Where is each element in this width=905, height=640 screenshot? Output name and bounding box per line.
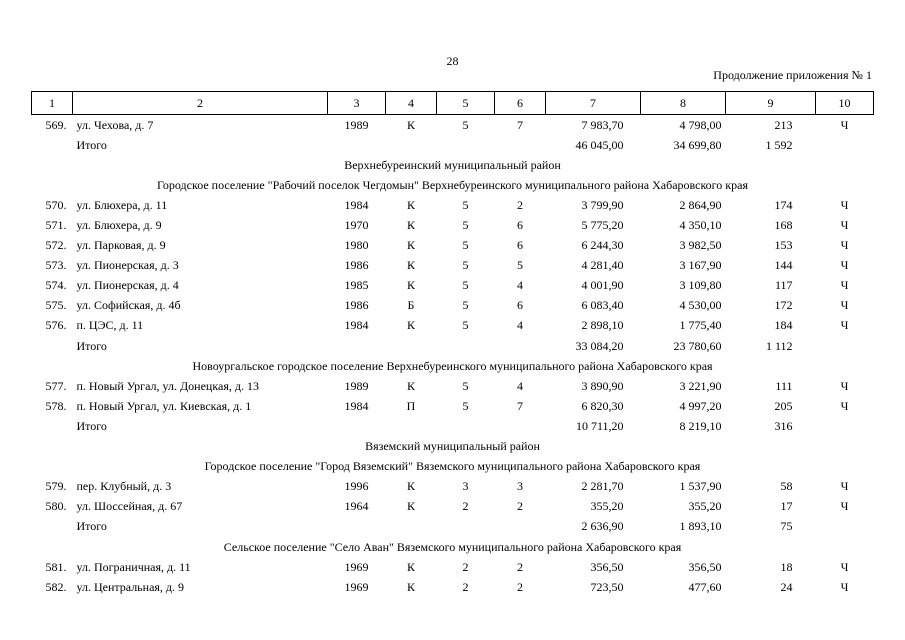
row-number: 580. (45, 499, 67, 514)
entrances: 7 (517, 398, 523, 413)
year-built: 1989 (344, 378, 369, 393)
residents: 117 (774, 278, 793, 293)
wall-material: К (406, 278, 415, 293)
wall-material: К (406, 238, 415, 253)
living-area: 1 775,40 (679, 318, 722, 333)
table-row (32, 477, 874, 497)
empty-cell (386, 416, 437, 436)
living-area: 3 109,80 (679, 278, 722, 293)
row-number: 581. (45, 559, 67, 574)
header-cell: 4 (386, 92, 437, 115)
year-built: 1984 (344, 398, 369, 413)
address: ул. Парковая, д. 9 (76, 238, 166, 253)
floors: 2 (462, 559, 469, 574)
address: п. Новый Ургал, ул. Киевская, д. 1 (76, 398, 252, 413)
floors: 3 (462, 479, 469, 494)
year-built: 1984 (344, 318, 369, 333)
category: Ч (840, 378, 849, 393)
table-row (32, 276, 874, 296)
total-area: 10 711,20 (575, 418, 624, 433)
address: п. ЦЭС, д. 11 (76, 318, 144, 333)
category: Ч (840, 559, 849, 574)
total-label: Итого (76, 137, 107, 152)
total-row (32, 135, 874, 155)
empty-cell (495, 135, 546, 155)
wall-material: К (406, 197, 415, 212)
table-row (32, 195, 874, 215)
total-area: 3 799,90 (581, 197, 624, 212)
page-number: 28 (446, 54, 459, 68)
empty-cell (816, 336, 874, 356)
residents: 111 (775, 378, 793, 393)
section-heading: Вяземский муниципальный район (365, 439, 540, 454)
total-living-area: 8 219,10 (679, 418, 722, 433)
floors: 5 (462, 238, 469, 253)
empty-cell (386, 517, 437, 537)
entrances: 2 (517, 579, 523, 594)
total-area: 5 775,20 (581, 218, 624, 233)
address: ул. Центральная, д. 9 (76, 579, 185, 594)
total-living-area: 34 699,80 (673, 137, 722, 152)
living-area: 355,20 (688, 499, 722, 514)
residents: 18 (780, 559, 793, 574)
total-row (32, 336, 874, 356)
wall-material: К (406, 218, 415, 233)
empty-cell (495, 336, 546, 356)
living-area: 356,50 (688, 559, 722, 574)
table-row (32, 376, 874, 396)
category: Ч (840, 278, 849, 293)
entrances: 2 (517, 197, 523, 212)
address: ул. Шоссейная, д. 67 (76, 499, 183, 514)
total-area: 6 244,30 (581, 238, 624, 253)
address: ул. Чехова, д. 7 (76, 117, 154, 132)
row-number: 576. (45, 318, 67, 333)
empty-cell (816, 517, 874, 537)
empty-cell (328, 517, 386, 537)
total-area: 4 281,40 (581, 258, 624, 273)
empty-cell (32, 135, 73, 155)
entrances: 4 (517, 318, 523, 333)
empty-cell (437, 135, 495, 155)
header-cell: 3 (328, 92, 386, 115)
section-heading-row (32, 457, 874, 477)
total-area: 33 084,20 (575, 338, 624, 353)
residents: 174 (774, 197, 793, 212)
floors: 2 (462, 579, 469, 594)
table-row (32, 115, 874, 136)
empty-cell (386, 336, 437, 356)
entrances: 5 (517, 258, 523, 273)
category: Ч (840, 258, 849, 273)
total-area: 6 083,40 (581, 298, 624, 313)
empty-cell (437, 416, 495, 436)
total-area: 4 001,90 (581, 278, 624, 293)
floors: 5 (462, 278, 469, 293)
row-number: 582. (45, 579, 67, 594)
empty-cell (386, 135, 437, 155)
total-area: 355,20 (590, 499, 624, 514)
header-cell: 1 (32, 92, 73, 115)
header-cell: 9 (726, 92, 816, 115)
row-number: 577. (45, 378, 67, 393)
table-row (32, 215, 874, 235)
empty-cell (437, 517, 495, 537)
living-area: 4 997,20 (679, 398, 722, 413)
row-number: 569. (45, 117, 67, 132)
category: Ч (840, 318, 849, 333)
wall-material: К (406, 499, 415, 514)
year-built: 1969 (344, 579, 369, 594)
table-row (32, 296, 874, 316)
year-built: 1969 (344, 559, 369, 574)
empty-cell (437, 336, 495, 356)
year-built: 1964 (344, 499, 369, 514)
entrances: 7 (517, 117, 523, 132)
total-living-area: 1 893,10 (679, 519, 722, 534)
entrances: 2 (517, 499, 523, 514)
category: Ч (840, 197, 849, 212)
header-cell: 7 (546, 92, 641, 115)
address: п. Новый Ургал, ул. Донецкая, д. 13 (76, 378, 259, 393)
total-residents: 316 (774, 418, 793, 433)
row-number: 575. (45, 298, 67, 313)
section-heading-row (32, 356, 874, 376)
year-built: 1984 (344, 197, 369, 212)
floors: 5 (462, 117, 469, 132)
total-label: Итого (76, 519, 107, 534)
table-row (32, 256, 874, 276)
floors: 5 (462, 318, 469, 333)
section-heading-row (32, 537, 874, 557)
total-area: 46 045,00 (575, 137, 624, 152)
section-heading-row (32, 437, 874, 457)
year-built: 1985 (344, 278, 369, 293)
continuation-note: Продолжение приложения № 1 (713, 68, 872, 82)
header-cell: 6 (495, 92, 546, 115)
entrances: 3 (517, 479, 523, 494)
wall-material: К (406, 258, 415, 273)
living-area: 3 221,90 (679, 378, 722, 393)
wall-material: К (406, 117, 415, 132)
floors: 2 (462, 499, 469, 514)
empty-cell (328, 416, 386, 436)
total-label: Итого (76, 418, 107, 433)
total-residents: 75 (780, 519, 793, 534)
wall-material: К (406, 318, 415, 333)
entrances: 6 (517, 298, 523, 313)
wall-material: К (406, 479, 415, 494)
wall-material: К (406, 378, 415, 393)
row-number: 578. (45, 398, 67, 413)
total-area: 6 820,30 (581, 398, 624, 413)
section-heading: Городское поселение "Город Вяземский" Вяземского муниципального района Хабаровского края (204, 459, 701, 474)
address: ул. Блюхера, д. 9 (76, 218, 162, 233)
residents: 168 (774, 218, 793, 233)
living-area: 3 982,50 (679, 238, 722, 253)
residents: 58 (780, 479, 793, 494)
living-area: 3 167,90 (679, 258, 722, 273)
category: Ч (840, 298, 849, 313)
wall-material: П (406, 398, 416, 413)
living-area: 2 864,90 (679, 197, 722, 212)
total-label: Итого (76, 338, 107, 353)
address: ул. Пионерская, д. 4 (76, 278, 179, 293)
total-row (32, 517, 874, 537)
empty-cell (495, 517, 546, 537)
entrances: 4 (517, 278, 523, 293)
table-row (32, 396, 874, 416)
wall-material: К (406, 559, 415, 574)
year-built: 1980 (344, 238, 369, 253)
residents: 24 (780, 579, 793, 594)
total-area: 2 636,90 (581, 519, 624, 534)
address: ул. Софийская, д. 4б (76, 298, 181, 313)
total-row (32, 416, 874, 436)
empty-cell (495, 416, 546, 436)
entrances: 6 (517, 238, 523, 253)
floors: 5 (462, 197, 469, 212)
wall-material: Б (407, 298, 415, 313)
residents: 144 (774, 258, 793, 273)
header-cell: 8 (641, 92, 726, 115)
table-row (32, 497, 874, 517)
table-header (32, 92, 874, 115)
category: Ч (840, 579, 849, 594)
floors: 5 (462, 378, 469, 393)
empty-cell (328, 135, 386, 155)
table-row (32, 316, 874, 336)
category: Ч (840, 479, 849, 494)
address: ул. Пограничная, д. 11 (76, 559, 191, 574)
empty-cell (328, 336, 386, 356)
table-row (32, 236, 874, 256)
category: Ч (840, 218, 849, 233)
empty-cell (32, 517, 73, 537)
residents: 213 (774, 117, 793, 132)
entrances: 2 (517, 559, 523, 574)
year-built: 1989 (344, 117, 369, 132)
living-area: 4 798,00 (679, 117, 722, 132)
total-area: 723,50 (590, 579, 624, 594)
year-built: 1970 (344, 218, 369, 233)
year-built: 1986 (344, 258, 369, 273)
row-number: 570. (45, 197, 67, 212)
section-heading-row (32, 155, 874, 175)
section-heading: Городское поселение "Рабочий поселок Чегдомын" Верхнебуреинского муниципального района Хабаровского края (157, 177, 748, 192)
header-cell: 10 (816, 92, 874, 115)
empty-cell (32, 416, 73, 436)
row-number: 579. (45, 479, 67, 494)
total-area: 3 890,90 (581, 378, 624, 393)
address: ул. Блюхера, д. 11 (76, 197, 168, 212)
total-residents: 1 112 (765, 338, 793, 353)
total-area: 7 983,70 (581, 117, 624, 132)
header-cell: 2 (73, 92, 328, 115)
residents: 205 (774, 398, 793, 413)
category: Ч (840, 238, 849, 253)
table-body (32, 115, 874, 598)
year-built: 1986 (344, 298, 369, 313)
section-heading: Новоургальское городское поселение Верхнебуреинского муниципального района Хабаровского края (192, 358, 713, 373)
residents: 184 (774, 318, 793, 333)
residents: 153 (774, 238, 793, 253)
address: ул. Пионерская, д. 3 (76, 258, 179, 273)
address: пер. Клубный, д. 3 (76, 479, 172, 494)
section-heading: Верхнебуреинский муниципальный район (344, 157, 561, 172)
category: Ч (840, 499, 849, 514)
living-area: 4 530,00 (679, 298, 722, 313)
empty-cell (32, 336, 73, 356)
residents: 17 (780, 499, 793, 514)
row-number: 572. (45, 238, 67, 253)
total-residents: 1 592 (765, 137, 793, 152)
row-number: 571. (45, 218, 67, 233)
residents: 172 (774, 298, 793, 313)
floors: 5 (462, 398, 469, 413)
housing-table (31, 91, 874, 597)
category: Ч (840, 117, 849, 132)
floors: 5 (462, 258, 469, 273)
floors: 5 (462, 298, 469, 313)
row-number: 574. (45, 278, 67, 293)
table-row (32, 577, 874, 597)
section-heading-row (32, 175, 874, 195)
total-area: 2 281,70 (581, 479, 624, 494)
section-heading: Сельское поселение "Село Аван" Вяземского муниципального района Хабаровского края (223, 539, 682, 554)
total-living-area: 23 780,60 (673, 338, 722, 353)
wall-material: К (406, 579, 415, 594)
empty-cell (816, 135, 874, 155)
entrances: 4 (517, 378, 523, 393)
living-area: 477,60 (688, 579, 722, 594)
category: Ч (840, 398, 849, 413)
living-area: 4 350,10 (679, 218, 722, 233)
total-area: 2 898,10 (581, 318, 624, 333)
header-cell: 5 (437, 92, 495, 115)
entrances: 6 (517, 218, 523, 233)
table-row (32, 557, 874, 577)
row-number: 573. (45, 258, 67, 273)
empty-cell (816, 416, 874, 436)
total-area: 356,50 (590, 559, 624, 574)
floors: 5 (462, 218, 469, 233)
year-built: 1996 (344, 479, 369, 494)
living-area: 1 537,90 (679, 479, 722, 494)
